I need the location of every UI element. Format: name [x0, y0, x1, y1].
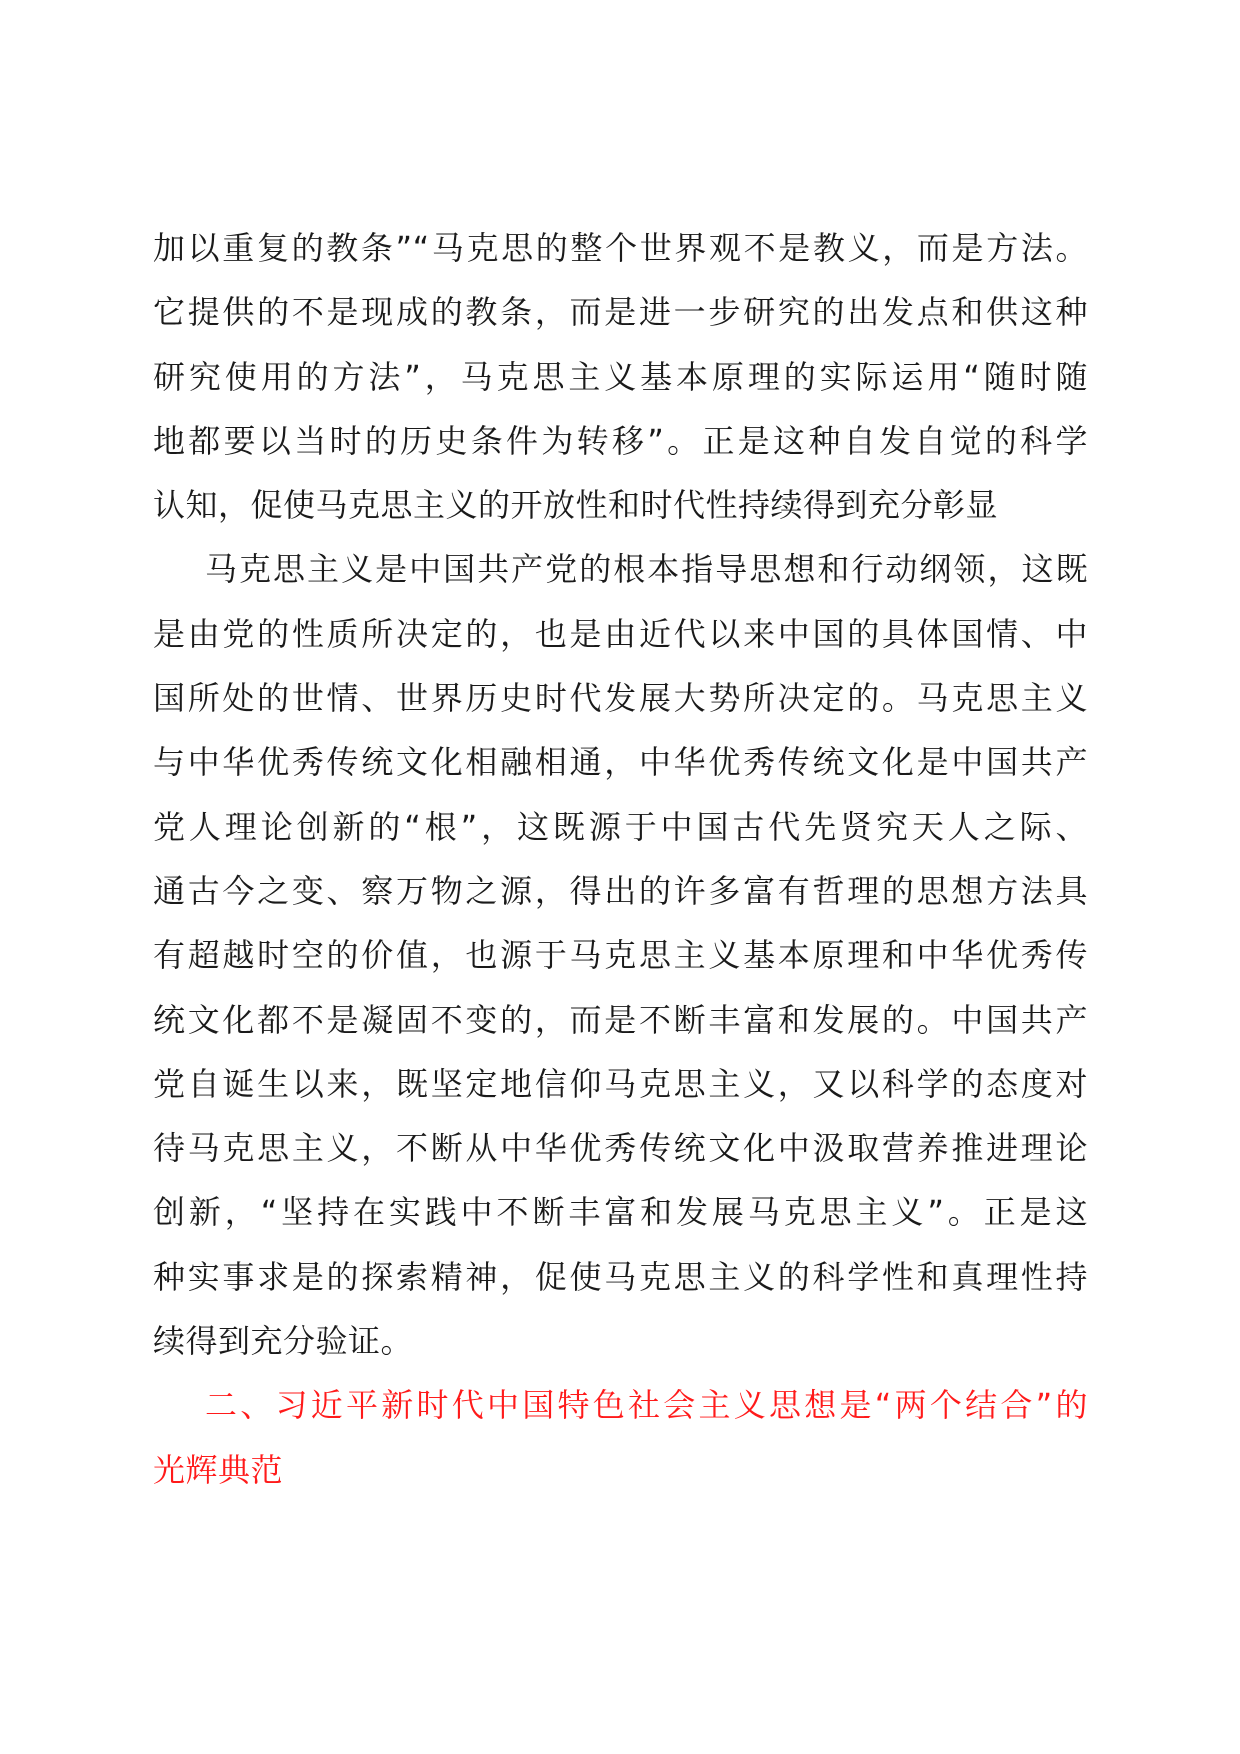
text-line: 地都要以当时的历史条件为转移”。正是这种自发自觉的科学 [153, 421, 1088, 460]
text-line: 续得到充分验证。 [153, 1322, 414, 1361]
paragraph-continuation [153, 216, 1088, 537]
text-line: 是由党的性质所决定的，也是由近代以来中国的具体国情、中 [153, 614, 1088, 653]
heading-line: 二、习近平新时代中国特色社会主义思想是“两个结合”的 [205, 1386, 1088, 1425]
document-body [153, 216, 1088, 1502]
text-line: 种实事求是的探索精神，促使马克思主义的科学性和真理性持 [153, 1257, 1088, 1296]
section-heading [153, 1373, 1088, 1502]
text-line: 马克思主义是中国共产党的根本指导思想和行动纲领，这既 [205, 550, 1088, 589]
paragraph-marxism [153, 537, 1088, 1373]
text-line: 通古今之变、察万物之源，得出的许多富有哲理的思想方法具 [153, 871, 1088, 910]
text-line: 研究使用的方法”，马克思主义基本原理的实际运用“随时随 [153, 357, 1088, 396]
text-line: 有超越时空的价值，也源于马克思主义基本原理和中华优秀传 [153, 936, 1088, 975]
text-line: 党人理论创新的“根”，这既源于中国古代先贤究天人之际、 [153, 807, 1088, 846]
text-line: 党自诞生以来，既坚定地信仰马克思主义，又以科学的态度对 [153, 1064, 1088, 1103]
text-line: 认知，促使马克思主义的开放性和时代性持续得到充分彰显 [153, 486, 999, 525]
text-line: 创新，“坚持在实践中不断丰富和发展马克思主义”。正是这 [153, 1193, 1088, 1232]
text-line: 它提供的不是现成的教条，而是进一步研究的出发点和供这种 [153, 293, 1088, 332]
text-line: 待马克思主义，不断从中华优秀传统文化中汲取营养推进理论 [153, 1129, 1088, 1168]
text-line: 国所处的世情、世界历史时代发展大势所决定的。马克思主义 [153, 679, 1088, 718]
text-line: 与中华优秀传统文化相融相通，中华优秀传统文化是中国共产 [153, 743, 1088, 782]
text-line: 加以重复的教条”“马克思的整个世界观不是教义，而是方法。 [153, 229, 1088, 267]
text-line: 统文化都不是凝固不变的，而是不断丰富和发展的。中国共产 [153, 1000, 1088, 1039]
heading-line: 光辉典范 [153, 1450, 284, 1489]
